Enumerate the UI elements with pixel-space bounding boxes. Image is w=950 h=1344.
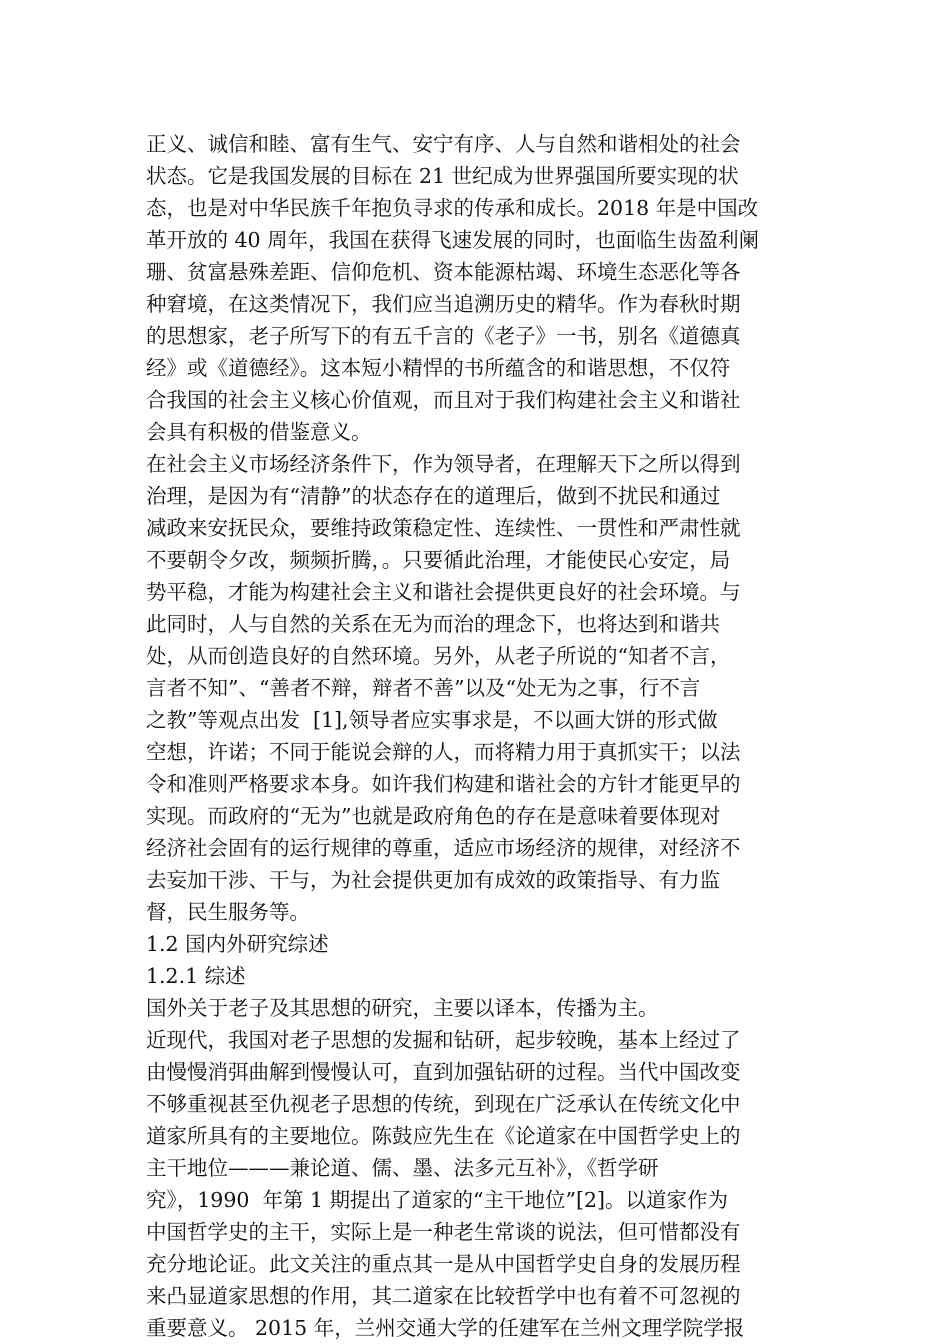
text-line: 不要朝令夕改，频频折腾，。只要循此治理，才能使民心安定，局: [146, 548, 731, 572]
text-line: 减政来安抚民众，要维持政策稳定性、连续性、一贯性和严肃性就: [146, 516, 741, 540]
text-line: 之教”等观点出发 [1],领导者应实事求是，不以画大饼的形式做: [146, 708, 718, 732]
text-line: 态，也是对中华民族千年抱负寻求的传承和成长。2018 年是中国改: [146, 196, 759, 220]
text-line: 经济社会固有的运行规律的尊重，适应市场经济的规律，对经济不: [146, 836, 741, 860]
text-line: 处，从而创造良好的自然环境。另外，从老子所说的“知者不言，: [146, 644, 731, 668]
text-line: 革开放的 40 周年，我国在获得飞速发展的同时，也面临生齿盈利阑: [146, 228, 760, 252]
text-line: 此同时，人与自然的关系在无为而治的理念下，也将达到和谐共: [146, 612, 720, 636]
text-line: 督，民生服务等。: [146, 900, 310, 924]
text-line: 究》，1990 年第 1 期提出了道家的“主干地位”[2]。以道家作为: [146, 1188, 729, 1212]
text-line: 空想，许诺；不同于能说会辩的人，而将精力用于真抓实干；以法: [146, 740, 741, 764]
text-line: 近现代，我国对老子思想的发掘和钻研，起步较晚，基本上经过了: [146, 1028, 741, 1052]
text-line: 国外关于老子及其思想的研究，主要以译本，传播为主。: [146, 996, 659, 1020]
text-line: 正义、诚信和睦、富有生气、安宁有序、人与自然和谐相处的社会: [146, 132, 741, 156]
text-line: 治理，是因为有“清静”的状态存在的道理后，做到不扰民和通过: [146, 484, 721, 508]
text-line: 状态。它是我国发展的目标在 21 世纪成为世界强国所要实现的状: [146, 164, 739, 188]
text-line: 在社会主义市场经济条件下，作为领导者，在理解天下之所以得到: [146, 452, 741, 476]
text-line: 经》或《道德经》。这本短小精悍的书所蕴含的和谐思想，不仅符: [146, 356, 731, 380]
text-line: 实现。而政府的“无为”也就是政府角色的存在是意味着要体现对: [146, 804, 721, 828]
text-line: 合我国的社会主义核心价值观，而且对于我们构建社会主义和谐社: [146, 388, 741, 412]
text-line: 1.2.1 综述: [146, 964, 246, 988]
text-line: 势平稳，才能为构建社会主义和谐社会提供更良好的社会环境。与: [146, 580, 741, 604]
text-line: 来凸显道家思想的作用，其二道家在比较哲学中也有着不可忽视的: [146, 1284, 741, 1308]
text-line: 种窘境，在这类情况下，我们应当追溯历史的精华。作为春秋时期: [146, 292, 741, 316]
text-line: 道家所具有的主要地位。陈鼓应先生在《论道家在中国哲学史上的: [146, 1124, 741, 1148]
text-line: 会具有积极的借鉴意义。: [146, 420, 372, 444]
text-line: 由慢慢消弭曲解到慢慢认可，直到加强钻研的过程。当代中国改变: [146, 1060, 741, 1084]
text-line: 1.2 国内外研究综述: [146, 932, 329, 956]
text-line: 不够重视甚至仇视老子思想的传统，到现在广泛承认在传统文化中: [146, 1092, 741, 1116]
text-line: 充分地论证。此文关注的重点其一是从中国哲学史自身的发展历程: [146, 1252, 741, 1276]
text-line: 重要意义。 2015 年，兰州交通大学的任建军在兰州文理学院学报: [146, 1316, 745, 1340]
text-line: 的思想家，老子所写下的有五千言的《老子》一书，别名《道德真: [146, 324, 741, 348]
text-line: 中国哲学史的主干，实际上是一种老生常谈的说法，但可惜都没有: [146, 1220, 741, 1244]
text-line: 言者不知”、“善者不辩，辩者不善”以及“处无为之事，行不言: [146, 676, 701, 700]
text-line: 主干地位———兼论道、儒、墨、法多元互补》，《哲学研: [146, 1156, 659, 1180]
text-line: 珊、贫富悬殊差距、信仰危机、资本能源枯竭、环境生态恶化等各: [146, 260, 741, 284]
text-line: 去妄加干涉、干与，为社会提供更加有成效的政策指导、有力监: [146, 868, 720, 892]
text-line: 令和准则严格要求本身。如许我们构建和谐社会的方针才能更早的: [146, 772, 741, 796]
document-page: [146, 128, 808, 1344]
